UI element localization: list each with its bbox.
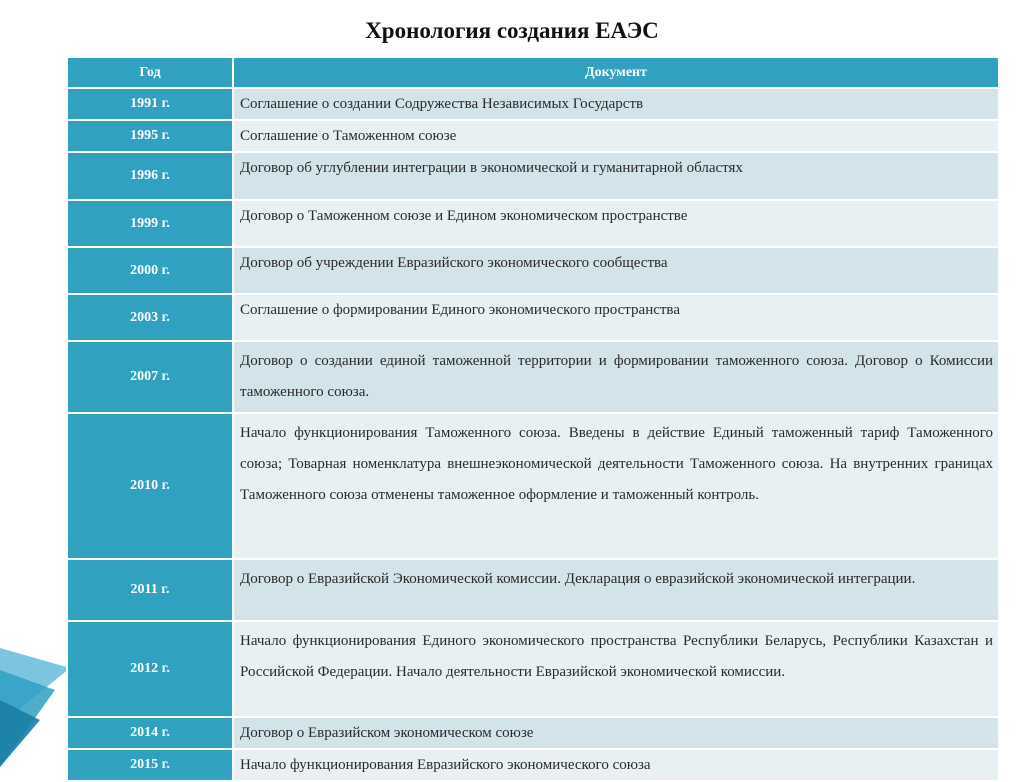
table-row [67,749,999,781]
row-document: Соглашение о формировании Единого экономического пространства [233,294,999,341]
row-document: Начало функционирования Таможенного союза. Введены в действие Единый таможенный тариф Таможенного союза; Товарная номенклатура внешнеэкономической деятельности Таможенного союза. На внутренних границах Таможенного союза отменены таможенное оформление и таможенный контроль. [233,413,999,559]
table-row [67,88,999,120]
row-document: Договор о создании единой таможенной территории и формировании таможенного союза. Договор о Комиссии таможенного союза. [233,341,999,413]
row-document: Договор об углублении интеграции в экономической и гуманитарной областях [233,152,999,200]
table-header-row [67,57,999,88]
row-year: 1991 г. [67,88,233,120]
row-year: 1996 г. [67,152,233,200]
row-year: 1999 г. [67,200,233,247]
row-document: Соглашение о создании Содружества Независимых Государств [233,88,999,120]
table-row [67,294,999,341]
chronology-table [66,56,998,782]
row-year: 2015 г. [67,749,233,781]
table-row [67,152,999,200]
table-row [67,621,999,717]
table-row [67,247,999,294]
row-year: 1995 г. [67,120,233,152]
table-row [67,413,999,559]
row-year: 2010 г. [67,413,233,559]
header-document: Документ [233,57,999,88]
row-year: 2003 г. [67,294,233,341]
row-year: 2011 г. [67,559,233,621]
table-row [67,559,999,621]
table-row [67,120,999,152]
table-row [67,341,999,413]
header-year: Год [67,57,233,88]
row-document: Начало функционирования Евразийского экономического союза [233,749,999,781]
row-year: 2012 г. [67,621,233,717]
row-document: Договор об учреждении Евразийского экономического сообщества [233,247,999,294]
row-document: Договор о Таможенном союзе и Едином экономическом пространстве [233,200,999,247]
table-row [67,717,999,749]
row-year: 2014 г. [67,717,233,749]
corner-decoration [0,630,70,767]
row-year: 2000 г. [67,247,233,294]
row-document: Начало функционирования Единого экономического пространства Республики Беларусь, Республики Казахстан и Российской Федерации. Начало деятельности Евразийской экономической комиссии. [233,621,999,717]
page-title: Хронология создания ЕАЭС [365,18,659,43]
row-document: Соглашение о Таможенном союзе [233,120,999,152]
row-document: Договор о Евразийском экономическом союзе [233,717,999,749]
row-document: Договор о Евразийской Экономической комиссии. Декларация о евразийской экономической интеграции. [233,559,999,621]
row-year: 2007 г. [67,341,233,413]
table-row [67,200,999,247]
